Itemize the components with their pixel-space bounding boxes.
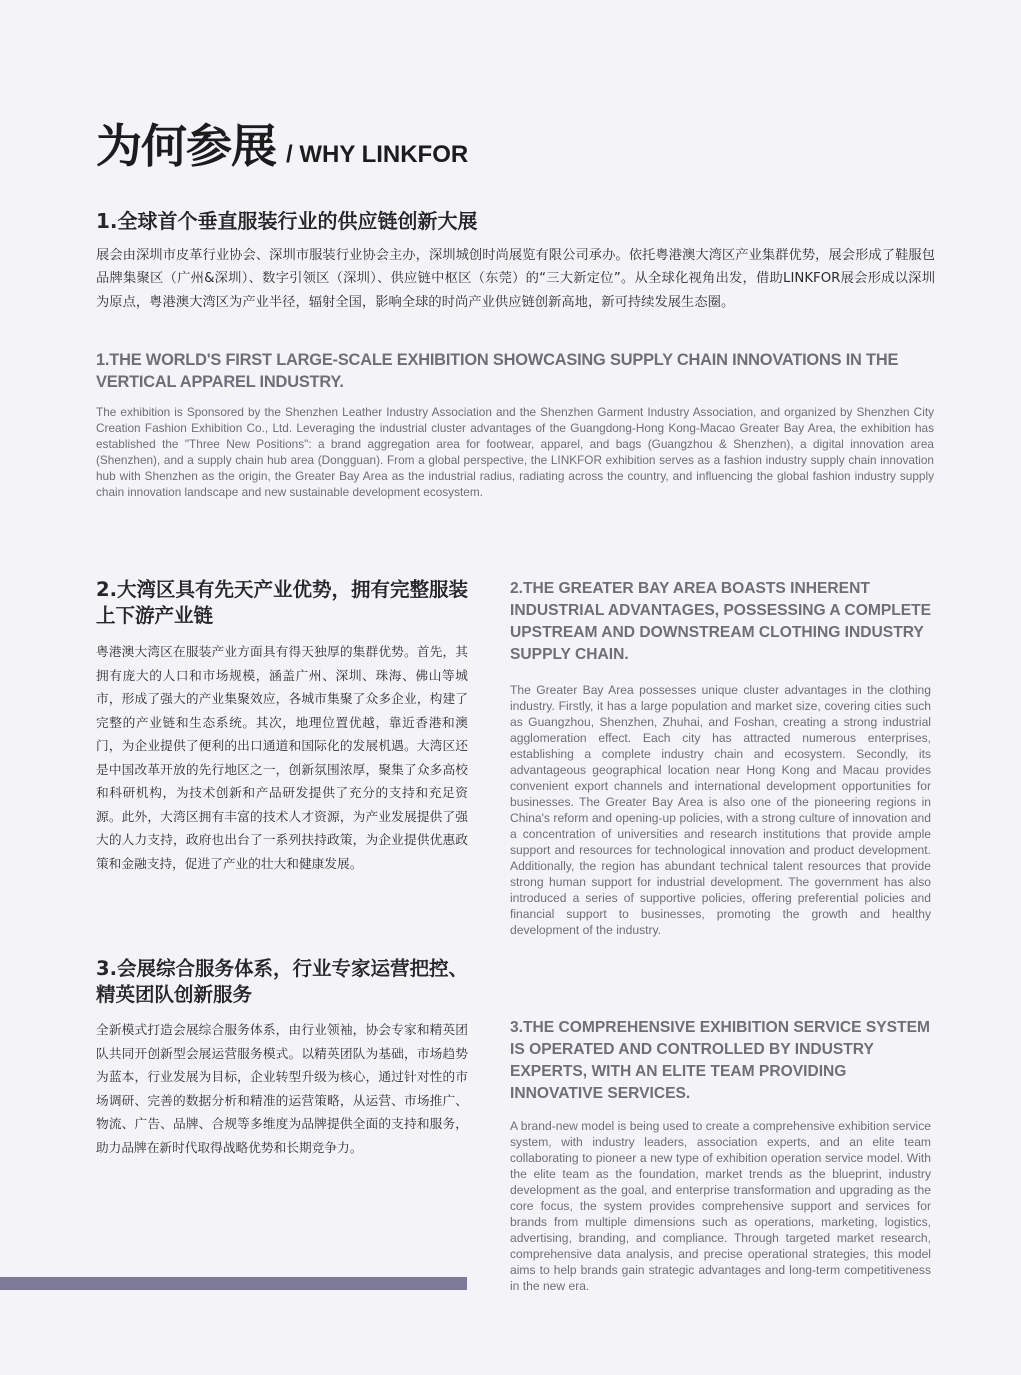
section2-heading-cn: 2.大湾区具有先天产业优势，拥有完整服装上下游产业链 [96, 578, 468, 627]
section1-body-en: The exhibition is Sponsored by the Shenzhen Leather Industry Association and the Shenzhen Garment Industry Association, and organized by Shenzhen City Creation Fashion Exhibition Co., Ltd. Leveraging the industrial cluster advantages of the Guangdong-Hong Kong-Macao Greater Bay Area, the exhibition has established the "Three New Positions": a brand aggregation area for footwear, apparel, and bags (Guangzhou & Shenzhen), a digital innovation area (Shenzhen), and a supply chain hub area (Dongguan). From a global perspective, the LINKFOR exhibition serves as a fashion industry supply chain innovation hub with Shenzhen as the origin, the Greater Bay Area as the industrial radius, radiating across the country, and influencing the global fashion industry supply chain innovation landscape and new sustainable development ecosystem. [96, 405, 934, 499]
section3-heading-cn: 3.会展综合服务体系，行业专家运营把控、精英团队创新服务 [96, 957, 468, 1006]
section3-body-en: A brand-new model is being used to create a comprehensive exhibition service system, with industry leaders, association experts, and an elite team collaborating to pioneer a new type of exhibition operation service model. With the elite team as the foundation, market trends as the blueprint, industry development as the goal, and enterprise transformation and upgrading as the core focus, the system provides comprehensive support and services for brands from multiple dimensions such as operations, marketing, logistics, advertising, branding, and compliance. Through targeted market research, comprehensive data analysis, and precise operational strategies, this model aims to help brands gain strategic advantages and long-term competitiveness in the new era. [510, 1119, 931, 1293]
page-title-en: / WHY LINKFOR [286, 141, 469, 168]
decorative-bar [0, 1277, 467, 1290]
section2-heading-en: 2.THE GREATER BAY AREA BOASTS INHERENT INDUSTRIAL ADVANTAGES, POSSESSING A COMPLETE UPSTREAM AND DOWNSTREAM CLOTHING INDUSTRY SUPPLY CHAIN. [510, 580, 932, 663]
section1-heading-cn: 1.全球首个垂直服装行业的供应链创新大展 [96, 209, 478, 233]
section3-heading-en: 3.THE COMPREHENSIVE EXHIBITION SERVICE SYSTEM IS OPERATED AND CONTROLLED BY INDUSTRY EXPERTS, WITH AN ELITE TEAM PROVIDING INNOVATIVE SERVICES. [510, 1019, 930, 1102]
page-title [96, 116, 468, 185]
section2-body-cn: 粤港澳大湾区在服装产业方面具有得天独厚的集群优势。首先，其拥有庞大的人口和市场规模，涵盖广州、深圳、珠海、佛山等城市，形成了强大的产业集聚效应，各城市集聚了众多企业，构建了完整的产业链和生态系统。其次，地理位置优越，靠近香港和澳门，为企业提供了便利的出口通道和国际化的发展机遇。大湾区还是中国改革开放的先行地区之一，创新氛围浓厚，聚集了众多高校和科研机构，为技术创新和产品研发提供了充分的支持和充足资源。此外，大湾区拥有丰富的技术人才资源，为产业发展提供了强大的人力支持，政府也出台了一系列扶持政策，为企业提供优惠政策和金融支持，促进了产业的壮大和健康发展。 [96, 644, 468, 871]
section1-heading-en: 1.THE WORLD'S FIRST LARGE-SCALE EXHIBITION SHOWCASING SUPPLY CHAIN INNOVATIONS IN THE VERTICAL APPAREL INDUSTRY. [96, 351, 899, 391]
page-title-cn: 为何参展 [96, 119, 276, 173]
section2-body-en: The Greater Bay Area possesses unique cluster advantages in the clothing industry. Firstly, it has a large population and market size, covering cities such as Guangzhou, Shenzhen, Zhuhai, and Foshan, creating a strong industrial agglomeration effect. Each city has attracted numerous enterprises, establishing a complete industry chain and ecosystem. Secondly, its advantageous geographical location near Hong Kong and Macau provides convenient export channels and international development opportunities for businesses. The Greater Bay Area is also one of the pioneering regions in China's reform and opening-up policies, with a strong culture of innovation and a concentration of universities and research institutions that provide ample support and resources for technological innovation and product development. Additionally, the region has abundant technical talent resources that provide strong human support for industrial development. The government has also introduced a series of supportive policies, offering preferential policies and financial support to businesses, promoting the growth and healthy development of the industry. [510, 683, 931, 937]
section1-body-cn: 展会由深圳市皮革行业协会、深圳市服装行业协会主办，深圳城创时尚展览有限公司承办。依托粤港澳大湾区产业集群优势，展会形成了鞋服包品牌集聚区（广州&深圳）、数字引领区（深圳）、供应链中枢区（东莞）的“三大新定位”。从全球化视角出发，借助LINKFOR展会形成以深圳为原点，粤港澳大湾区为产业半径，辐射全国，影响全球的时尚产业供应链创新高地，新可持续发展生态圈。 [96, 248, 935, 310]
section3-body-cn: 全新模式打造会展综合服务体系，由行业领袖，协会专家和精英团队共同开创新型会展运营服务模式。以精英团队为基础，市场趋势为蓝本，行业发展为目标，企业转型升级为核心，通过针对性的市场调研、完善的数据分析和精准的运营策略，从运营、市场推广、物流、广告、品牌、合规等多维度为品牌提供全面的支持和服务，助力品牌在新时代取得战略优势和长期竞争力。 [96, 1022, 468, 1155]
